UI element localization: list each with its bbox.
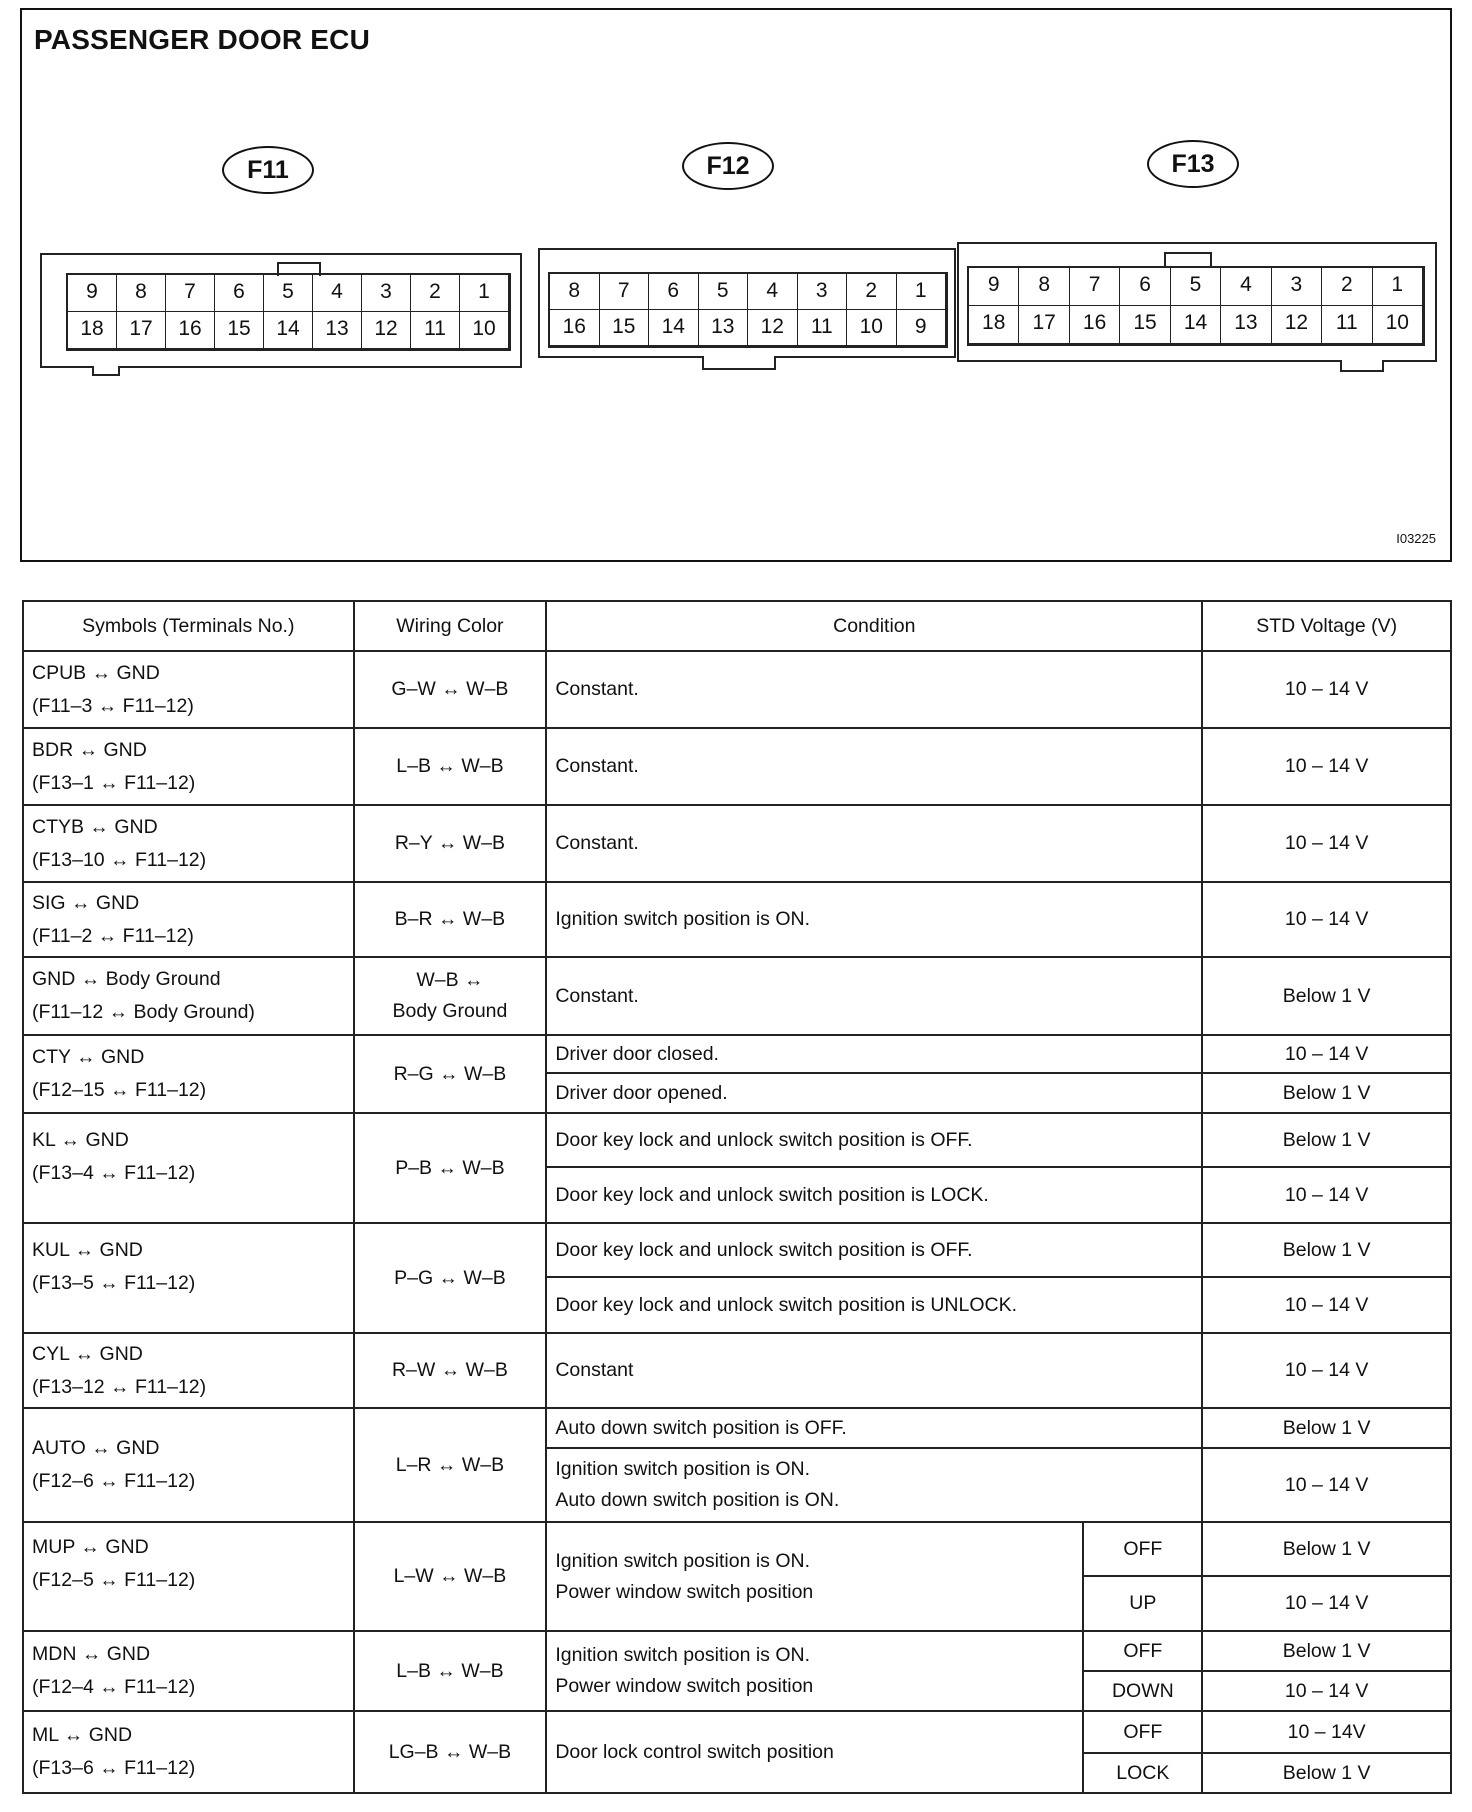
connector-pin: 16 <box>166 312 215 349</box>
connector-pin: 11 <box>1322 306 1372 344</box>
switch-position: DOWN <box>1083 1671 1202 1711</box>
condition: Ignition switch position is ON. <box>555 1549 811 1572</box>
terminal-numbers: (F13–5 ↔ F11–12) <box>32 1272 196 1294</box>
wiring-color: L–B ↔ W–B <box>354 1631 547 1711</box>
table-row-gnd <box>23 957 1451 1035</box>
condition: Door lock control switch position <box>546 1711 1083 1793</box>
condition: Door key lock and unlock switch position is OFF. <box>546 1113 1202 1167</box>
wiring-color: B–R ↔ W–B <box>354 882 547 957</box>
wiring-color: LG–B ↔ W–B <box>354 1711 547 1793</box>
connector-pin: 9 <box>68 275 117 312</box>
symbol-name: GND ↔ Body Ground <box>32 968 221 990</box>
connector-pin: 6 <box>649 274 699 310</box>
connector-pin: 10 <box>460 312 509 349</box>
std-voltage: 10 – 14 V <box>1202 1671 1451 1711</box>
wiring-color: G–W ↔ W–B <box>354 651 547 728</box>
condition: Ignition switch position is ON. <box>555 1644 811 1666</box>
connector-pin: 4 <box>313 275 362 312</box>
connector-pin: 9 <box>969 268 1019 306</box>
connector-pin: 13 <box>699 310 749 346</box>
diagram-reference-code: I03225 <box>1396 531 1436 546</box>
std-voltage: 10 – 14 V <box>1202 651 1451 728</box>
connector-pin: 3 <box>1272 268 1322 306</box>
connector-f12-pins <box>548 272 948 348</box>
terminal-numbers: (F12–6 ↔ F11–12) <box>32 1470 196 1492</box>
std-voltage: 10 – 14 V <box>1202 1035 1451 1073</box>
connector-pin: 3 <box>798 274 848 310</box>
connector-pin: 12 <box>748 310 798 346</box>
condition: Door key lock and unlock switch position is OFF. <box>546 1223 1202 1277</box>
switch-position: OFF <box>1083 1522 1202 1576</box>
std-voltage: Below 1 V <box>1202 1223 1451 1277</box>
condition: Constant. <box>546 957 1202 1035</box>
connector-pin: 13 <box>1221 306 1271 344</box>
table-row-kl <box>23 1113 1451 1167</box>
terminal-numbers: (F13–10 ↔ F11–12) <box>32 848 207 871</box>
connector-pin: 14 <box>264 312 313 349</box>
table-row-mup <box>23 1522 1451 1576</box>
wiring-color: P–B ↔ W–B <box>354 1113 547 1223</box>
symbol-name: ML ↔ GND <box>32 1724 133 1746</box>
switch-position: LOCK <box>1083 1753 1202 1793</box>
wiring-color: R–W ↔ W–B <box>354 1333 547 1408</box>
connector-label-f13: F13 <box>1147 140 1239 188</box>
header-symbols: Symbols (Terminals No.) <box>23 601 354 651</box>
header-condition: Condition <box>546 601 1202 651</box>
std-voltage: 10 – 14V <box>1202 1711 1451 1753</box>
connector-pin: 5 <box>699 274 749 310</box>
std-voltage: Below 1 V <box>1202 1408 1451 1448</box>
terminal-numbers: (F13–1 ↔ F11–12) <box>32 771 196 794</box>
connector-pin: 11 <box>798 310 848 346</box>
std-voltage: 10 – 14 V <box>1202 1576 1451 1631</box>
condition-cont: Power window switch position <box>555 1580 814 1603</box>
connector-pin: 14 <box>1171 306 1221 344</box>
connector-pin: 15 <box>215 312 264 349</box>
wiring-color: R–G ↔ W–B <box>354 1035 547 1113</box>
table-row-cpub <box>23 651 1451 728</box>
std-voltage: 10 – 14 V <box>1202 728 1451 805</box>
condition: Constant. <box>546 651 1202 728</box>
condition: Constant <box>546 1333 1202 1408</box>
connector-f13-latch <box>1340 360 1384 372</box>
terminal-numbers: (F13–12 ↔ F11–12) <box>32 1375 207 1398</box>
switch-position: OFF <box>1083 1631 1202 1671</box>
symbol-name: SIG ↔ GND <box>32 891 140 914</box>
connector-pin: 17 <box>1019 306 1069 344</box>
switch-position: OFF <box>1083 1711 1202 1753</box>
terminal-spec-table <box>22 600 1452 1794</box>
connector-pin: 12 <box>362 312 411 349</box>
connector-pin: 6 <box>1120 268 1170 306</box>
std-voltage: 10 – 14 V <box>1202 1448 1451 1522</box>
std-voltage: 10 – 14 V <box>1202 805 1451 882</box>
connector-label-f12: F12 <box>682 142 774 190</box>
symbol-name: BDR ↔ GND <box>32 738 147 761</box>
symbol-name: AUTO ↔ GND <box>32 1437 160 1459</box>
condition: Ignition switch position is ON. <box>546 882 1202 957</box>
symbol-name: CYL ↔ GND <box>32 1342 143 1365</box>
table-row-bdr <box>23 728 1451 805</box>
connector-pin: 13 <box>313 312 362 349</box>
header-std-voltage: STD Voltage (V) <box>1202 601 1451 651</box>
connector-pin: 4 <box>748 274 798 310</box>
terminal-numbers: (F11–2 ↔ F11–12) <box>32 924 194 947</box>
connector-pin: 7 <box>1070 268 1120 306</box>
condition: Constant. <box>546 805 1202 882</box>
connector-f13-pins <box>967 266 1425 346</box>
std-voltage: 10 – 14 V <box>1202 1333 1451 1408</box>
std-voltage: Below 1 V <box>1202 1113 1451 1167</box>
terminal-numbers: (F13–6 ↔ F11–12) <box>32 1757 196 1779</box>
wiring-color-cont: Body Ground <box>392 1000 508 1022</box>
condition-cont: Power window switch position <box>555 1675 814 1697</box>
wiring-color: P–G ↔ W–B <box>354 1223 547 1333</box>
terminal-numbers: (F13–4 ↔ F11–12) <box>32 1162 196 1184</box>
connector-pin: 10 <box>1373 306 1423 344</box>
connector-pin: 5 <box>1171 268 1221 306</box>
terminal-numbers: (F12–5 ↔ F11–12) <box>32 1569 196 1591</box>
terminal-numbers: (F11–12 ↔ Body Ground) <box>32 1001 255 1023</box>
table-row-kul <box>23 1223 1451 1277</box>
table-header-row <box>23 601 1451 651</box>
terminal-numbers: (F11–3 ↔ F11–12) <box>32 694 194 717</box>
wiring-color: R–Y ↔ W–B <box>354 805 547 882</box>
connector-pin: 18 <box>68 312 117 349</box>
connector-diagram <box>20 8 1452 562</box>
connector-pin: 12 <box>1272 306 1322 344</box>
connector-pin: 15 <box>600 310 650 346</box>
std-voltage: Below 1 V <box>1202 957 1451 1035</box>
std-voltage: 10 – 14 V <box>1202 1277 1451 1333</box>
connector-pin: 1 <box>1373 268 1423 306</box>
symbol-name: CPUB ↔ GND <box>32 661 160 684</box>
connector-pin: 14 <box>649 310 699 346</box>
connector-pin: 15 <box>1120 306 1170 344</box>
connector-pin: 8 <box>550 274 600 310</box>
table-row-auto <box>23 1408 1451 1448</box>
std-voltage: 10 – 14 V <box>1202 882 1451 957</box>
table-row-ctyb <box>23 805 1451 882</box>
connector-pin: 10 <box>847 310 897 346</box>
connector-pin: 4 <box>1221 268 1271 306</box>
connector-pin: 16 <box>550 310 600 346</box>
connector-pin: 6 <box>215 275 264 312</box>
symbol-name: KUL ↔ GND <box>32 1239 143 1261</box>
connector-pin: 16 <box>1070 306 1120 344</box>
condition-cont: Auto down switch position is ON. <box>555 1489 840 1511</box>
connector-pin: 9 <box>897 310 947 346</box>
symbol-name: KL ↔ GND <box>32 1129 129 1151</box>
wiring-color: L–R ↔ W–B <box>354 1408 547 1522</box>
connector-f12-latch <box>702 356 776 370</box>
table-row-sig <box>23 882 1451 957</box>
wiring-color: W–B ↔ <box>416 969 484 991</box>
connector-pin: 3 <box>362 275 411 312</box>
connector-pin: 7 <box>600 274 650 310</box>
std-voltage: Below 1 V <box>1202 1753 1451 1793</box>
terminal-numbers: (F12–15 ↔ F11–12) <box>32 1079 207 1101</box>
std-voltage: 10 – 14 V <box>1202 1167 1451 1223</box>
connector-pin: 5 <box>264 275 313 312</box>
connector-pin: 11 <box>411 312 460 349</box>
table-row-cyl <box>23 1333 1451 1408</box>
std-voltage: Below 1 V <box>1202 1631 1451 1671</box>
connector-pin: 1 <box>897 274 947 310</box>
switch-position: UP <box>1083 1576 1202 1631</box>
connector-pin: 1 <box>460 275 509 312</box>
connector-pin: 17 <box>117 312 166 349</box>
std-voltage: Below 1 V <box>1202 1073 1451 1113</box>
condition: Auto down switch position is OFF. <box>546 1408 1202 1448</box>
connector-pin: 2 <box>1322 268 1372 306</box>
connector-pin: 2 <box>847 274 897 310</box>
diagram-title: PASSENGER DOOR ECU <box>34 24 371 55</box>
symbol-name: CTY ↔ GND <box>32 1046 145 1068</box>
connector-pin: 2 <box>411 275 460 312</box>
wiring-color: L–B ↔ W–B <box>354 728 547 805</box>
condition: Driver door opened. <box>546 1073 1202 1113</box>
table-row-mdn <box>23 1631 1451 1671</box>
terminal-numbers: (F12–4 ↔ F11–12) <box>32 1676 196 1698</box>
connector-f11-pins <box>66 273 511 351</box>
connector-pin: 8 <box>117 275 166 312</box>
symbol-name: CTYB ↔ GND <box>32 815 158 838</box>
std-voltage: Below 1 V <box>1202 1522 1451 1576</box>
table-row-cty <box>23 1035 1451 1073</box>
condition: Ignition switch position is ON. <box>555 1458 811 1480</box>
connector-f11-latch <box>92 366 120 376</box>
condition: Driver door closed. <box>546 1035 1202 1073</box>
connector-pin: 18 <box>969 306 1019 344</box>
connector-pin: 7 <box>166 275 215 312</box>
condition: Door key lock and unlock switch position is LOCK. <box>546 1167 1202 1223</box>
header-wiring-color: Wiring Color <box>354 601 547 651</box>
symbol-name: MDN ↔ GND <box>32 1643 151 1665</box>
condition: Constant. <box>546 728 1202 805</box>
connector-pin: 8 <box>1019 268 1069 306</box>
connector-f13-key <box>1164 252 1212 266</box>
condition: Door key lock and unlock switch position is UNLOCK. <box>546 1277 1202 1333</box>
wiring-color: L–W ↔ W–B <box>354 1522 547 1631</box>
table-row-ml <box>23 1711 1451 1753</box>
symbol-name: MUP ↔ GND <box>32 1536 149 1558</box>
connector-label-f11: F11 <box>222 146 314 194</box>
